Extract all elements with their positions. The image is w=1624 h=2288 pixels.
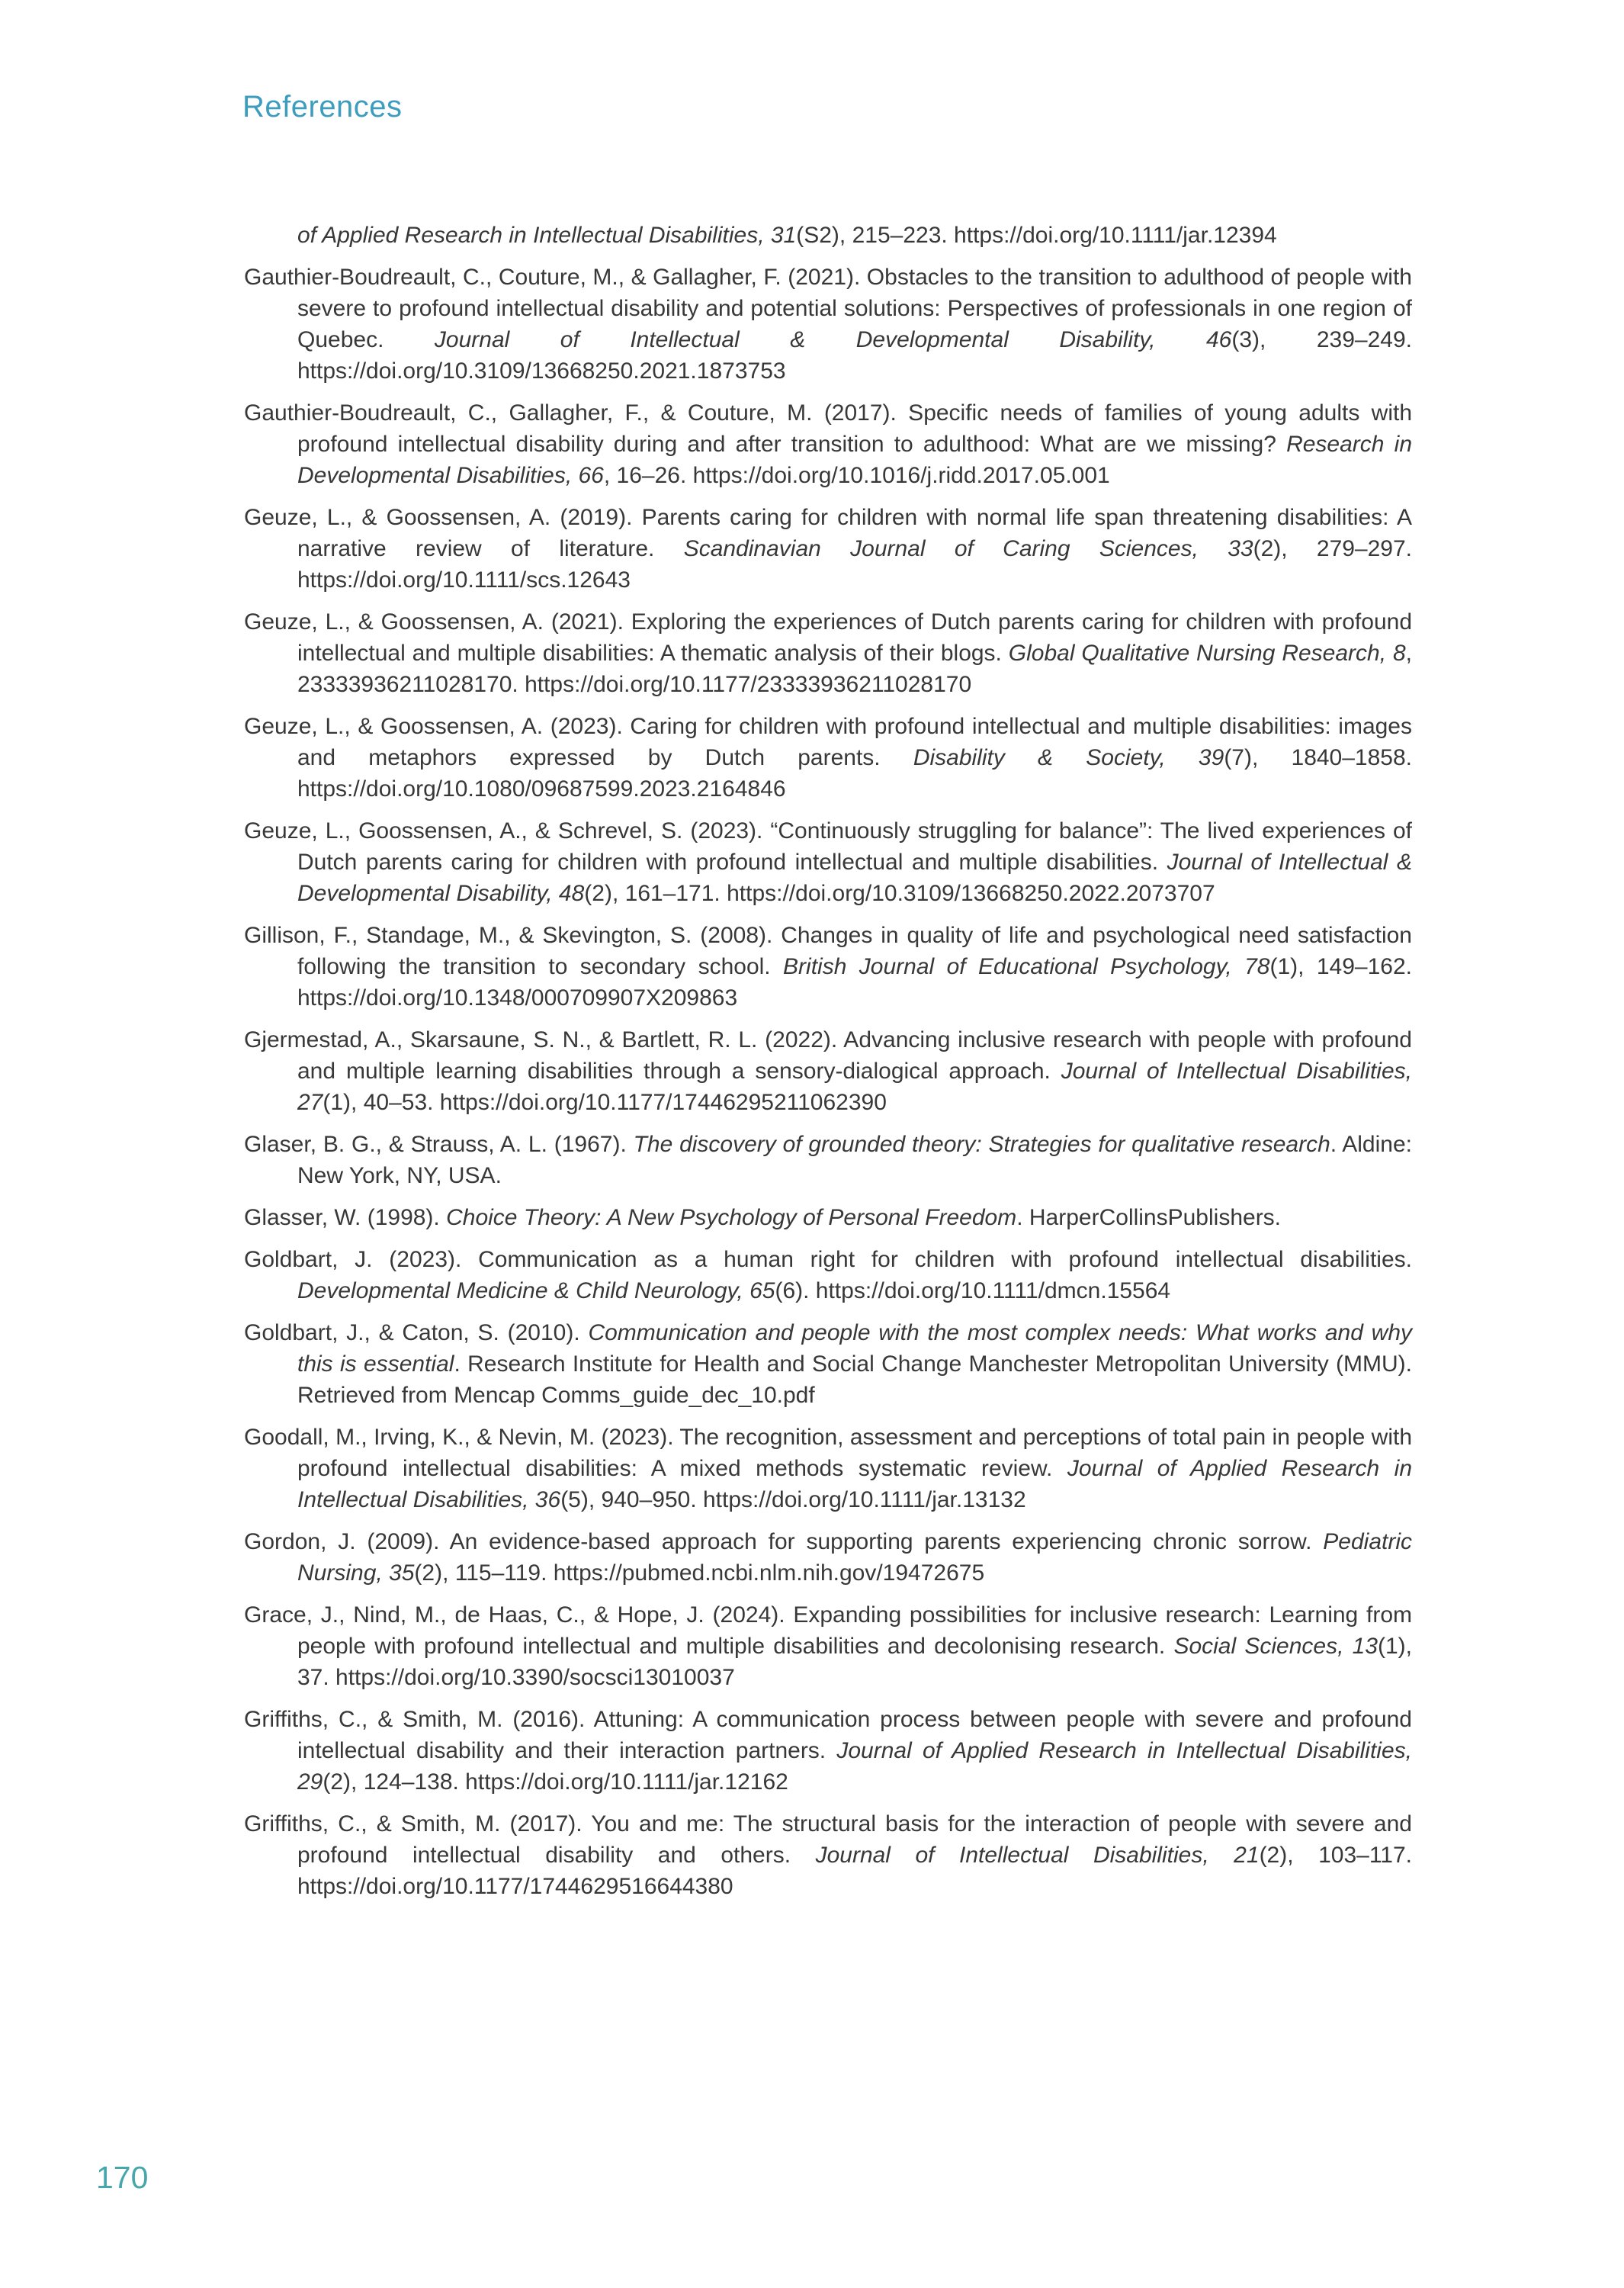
reference-text-run: Gjermestad, A., Skarsaune, S. N., & Bartlett, R. L. (2022). Advancing inclusive research with people with profound and multiple learning disabilities through a sensory-dialogical approach. bbox=[244, 1027, 1412, 1084]
reference-text-run: Glasser, W. (1998). bbox=[244, 1205, 447, 1230]
reference-italic-run: The discovery of grounded theory: Strategies for qualitative research bbox=[633, 1132, 1330, 1157]
reference-entry bbox=[244, 1599, 1412, 1693]
reference-entry bbox=[244, 1526, 1412, 1589]
page-number: 170 bbox=[96, 2160, 149, 2195]
reference-entry bbox=[244, 1244, 1412, 1306]
reference-text-run: (1), 40–53. https://doi.org/10.1177/17446295211062390 bbox=[323, 1090, 887, 1115]
reference-text-run: Geuze, L., & Goossensen, A. (2019). Parents caring for children with normal life span threatening disabilities: A narrative review of literature. bbox=[244, 505, 1412, 561]
reference-text-run: (6). https://doi.org/10.1111/dmcn.15564 bbox=[775, 1278, 1171, 1303]
reference-entry bbox=[244, 711, 1412, 805]
reference-text-run: Griffiths, C., & Smith, M. (2016). Attuning: A communication process between people with severe and profound intellectual disability and their interaction partners. bbox=[244, 1707, 1412, 1763]
reference-text-run: Goldbart, J., & Caton, S. (2010). bbox=[244, 1320, 589, 1345]
reference-text-run: Geuze, L., & Goossensen, A. (2021). Exploring the experiences of Dutch parents caring for children with profound intellectual and multiple disabilities: A thematic analysis of their blogs. bbox=[244, 609, 1412, 666]
reference-text-run: (3), 239–249. https://doi.org/10.3109/13668250.2021.1873753 bbox=[297, 327, 1412, 384]
reference-entry bbox=[244, 606, 1412, 700]
reference-italic-run: Global Qualitative Nursing Research, 8 bbox=[1008, 641, 1406, 666]
reference-entry bbox=[244, 1808, 1412, 1902]
reference-text-run: (1), 149–162. https://doi.org/10.1348/000709907X209863 bbox=[297, 954, 1412, 1011]
reference-italic-run: Developmental Medicine & Child Neurology, 65 bbox=[297, 1278, 775, 1303]
reference-italic-run: Journal of Intellectual Disabilities, 27 bbox=[297, 1059, 1412, 1115]
reference-entry bbox=[244, 1422, 1412, 1515]
reference-italic-run: Pediatric Nursing, 35 bbox=[297, 1529, 1412, 1586]
reference-italic-run: Scandinavian Journal of Caring Sciences, 33 bbox=[683, 536, 1253, 561]
reference-italic-run: Choice Theory: A New Psychology of Personal Freedom bbox=[446, 1205, 1017, 1230]
reference-entry bbox=[244, 1129, 1412, 1191]
reference-entry bbox=[244, 815, 1412, 909]
reference-entry bbox=[244, 1202, 1412, 1233]
reference-text-run: Goodall, M., Irving, K., & Nevin, M. (2023). The recognition, assessment and perceptions of total pain in people with profound intellectual disabilities: A mixed methods systematic review. bbox=[244, 1425, 1412, 1481]
reference-italic-run: Journal of Applied Research in Intellectual Disabilities, 29 bbox=[297, 1738, 1412, 1795]
reference-text-run: (2), 279–297. https://doi.org/10.1111/scs.12643 bbox=[297, 536, 1413, 593]
reference-italic-run: Disability & Society, 39 bbox=[913, 745, 1224, 770]
reference-entry bbox=[244, 262, 1412, 387]
reference-italic-run: Communication and people with the most complex needs: What works and why this is essential bbox=[297, 1320, 1413, 1377]
reference-text-run: Gillison, F., Standage, M., & Skevington, S. (2008). Changes in quality of life and psychological need satisfaction following the transition to secondary school. bbox=[244, 923, 1412, 979]
reference-text-run: , 16–26. https://doi.org/10.1016/j.ridd.2017.05.001 bbox=[603, 463, 1110, 488]
reference-text-run: (5), 940–950. https://doi.org/10.1111/jar.13132 bbox=[560, 1487, 1026, 1512]
reference-entry bbox=[244, 1024, 1412, 1118]
reference-text-run: . HarperCollinsPublishers. bbox=[1016, 1205, 1282, 1230]
reference-text-run: (2), 103–117. https://doi.org/10.1177/1744629516644380 bbox=[297, 1843, 1412, 1899]
reference-list bbox=[244, 220, 1412, 1913]
reference-italic-run: Research in Developmental Disabilities, 66 bbox=[297, 432, 1413, 488]
reference-entry bbox=[244, 502, 1412, 596]
reference-text-run: Grace, J., Nind, M., de Haas, C., & Hope, J. (2024). Expanding possibilities for inclusive research: Learning from people with profound intellectual and multiple disabilities and decolonising research. bbox=[244, 1602, 1412, 1659]
reference-italic-run: Journal of Intellectual & Developmental Disability, 46 bbox=[434, 327, 1232, 352]
reference-text-run: (S2), 215–223. https://doi.org/10.1111/jar.12394 bbox=[796, 223, 1277, 248]
reference-text-run: Geuze, L., Goossensen, A., & Schrevel, S. (2023). “Continuously struggling for balance”: The lived experiences of Dutch parents caring for children with profound intellectual and multiple disabilities. bbox=[244, 818, 1412, 875]
reference-entry bbox=[244, 397, 1412, 491]
reference-text-run: Griffiths, C., & Smith, M. (2017). You and me: The structural basis for the interaction of people with severe and profound intellectual disability and others. bbox=[244, 1811, 1412, 1868]
reference-italic-run: Social Sciences, 13 bbox=[1173, 1634, 1378, 1659]
reference-text-run: Geuze, L., & Goossensen, A. (2023). Caring for children with profound intellectual and multiple disabilities: images and metaphors expressed by Dutch parents. bbox=[244, 714, 1412, 770]
reference-italic-run: Journal of Intellectual Disabilities, 21 bbox=[815, 1843, 1260, 1868]
reference-italic-run: Journal of Intellectual & Developmental Disability, 48 bbox=[297, 850, 1412, 906]
reference-text-run: (2), 124–138. https://doi.org/10.1111/jar.12162 bbox=[323, 1769, 788, 1795]
reference-entry bbox=[244, 220, 1412, 251]
reference-text-run: Glaser, B. G., & Strauss, A. L. (1967). bbox=[244, 1132, 634, 1157]
reference-entry bbox=[244, 920, 1412, 1014]
reference-text-run: (2), 115–119. https://pubmed.ncbi.nlm.nih.gov/19472675 bbox=[414, 1560, 985, 1586]
reference-entry bbox=[244, 1704, 1412, 1798]
reference-text-run: (7), 1840–1858. https://doi.org/10.1080/09687599.2023.2164846 bbox=[297, 745, 1413, 802]
reference-text-run: Gordon, J. (2009). An evidence-based approach for supporting parents experiencing chronic sorrow. bbox=[244, 1529, 1324, 1554]
reference-text-run: . Research Institute for Health and Social Change Manchester Metropolitan University (MMU). Retrieved from Mencap Comms_guide_dec_10.pdf bbox=[297, 1351, 1412, 1408]
reference-text-run: (2), 161–171. https://doi.org/10.3109/13668250.2022.2073707 bbox=[584, 881, 1215, 906]
reference-text-run: Gauthier-Boudreault, C., Gallagher, F., & Couture, M. (2017). Specific needs of families of young adults with profound intellectual disability during and after transition to adulthood: What are we missing? bbox=[244, 400, 1412, 457]
reference-italic-run: British Journal of Educational Psychology, 78 bbox=[783, 954, 1270, 979]
reference-entry bbox=[244, 1317, 1412, 1411]
reference-italic-run: Journal of Applied Research in Intellectual Disabilities, 36 bbox=[297, 1456, 1412, 1512]
reference-text-run: Goldbart, J. (2023). Communication as a human right for children with profound intellectual disabilities. bbox=[244, 1247, 1412, 1272]
reference-text-run: Gauthier-Boudreault, C., Couture, M., & Gallagher, F. (2021). Obstacles to the transition to adulthood of people with severe to profound intellectual disability and potential solutions: Perspectives of professionals in one region of Quebec. bbox=[244, 265, 1412, 352]
reference-text-run: . Aldine: New York, NY, USA. bbox=[297, 1132, 1412, 1188]
reference-text-run: , 23333936211028170. https://doi.org/10.1177/23333936211028170 bbox=[297, 641, 1412, 697]
reference-italic-run: of Applied Research in Intellectual Disabilities, 31 bbox=[297, 223, 797, 248]
reference-text-run: (1), 37. https://doi.org/10.3390/socsci13010037 bbox=[297, 1634, 1412, 1690]
page-title: References bbox=[242, 90, 403, 124]
